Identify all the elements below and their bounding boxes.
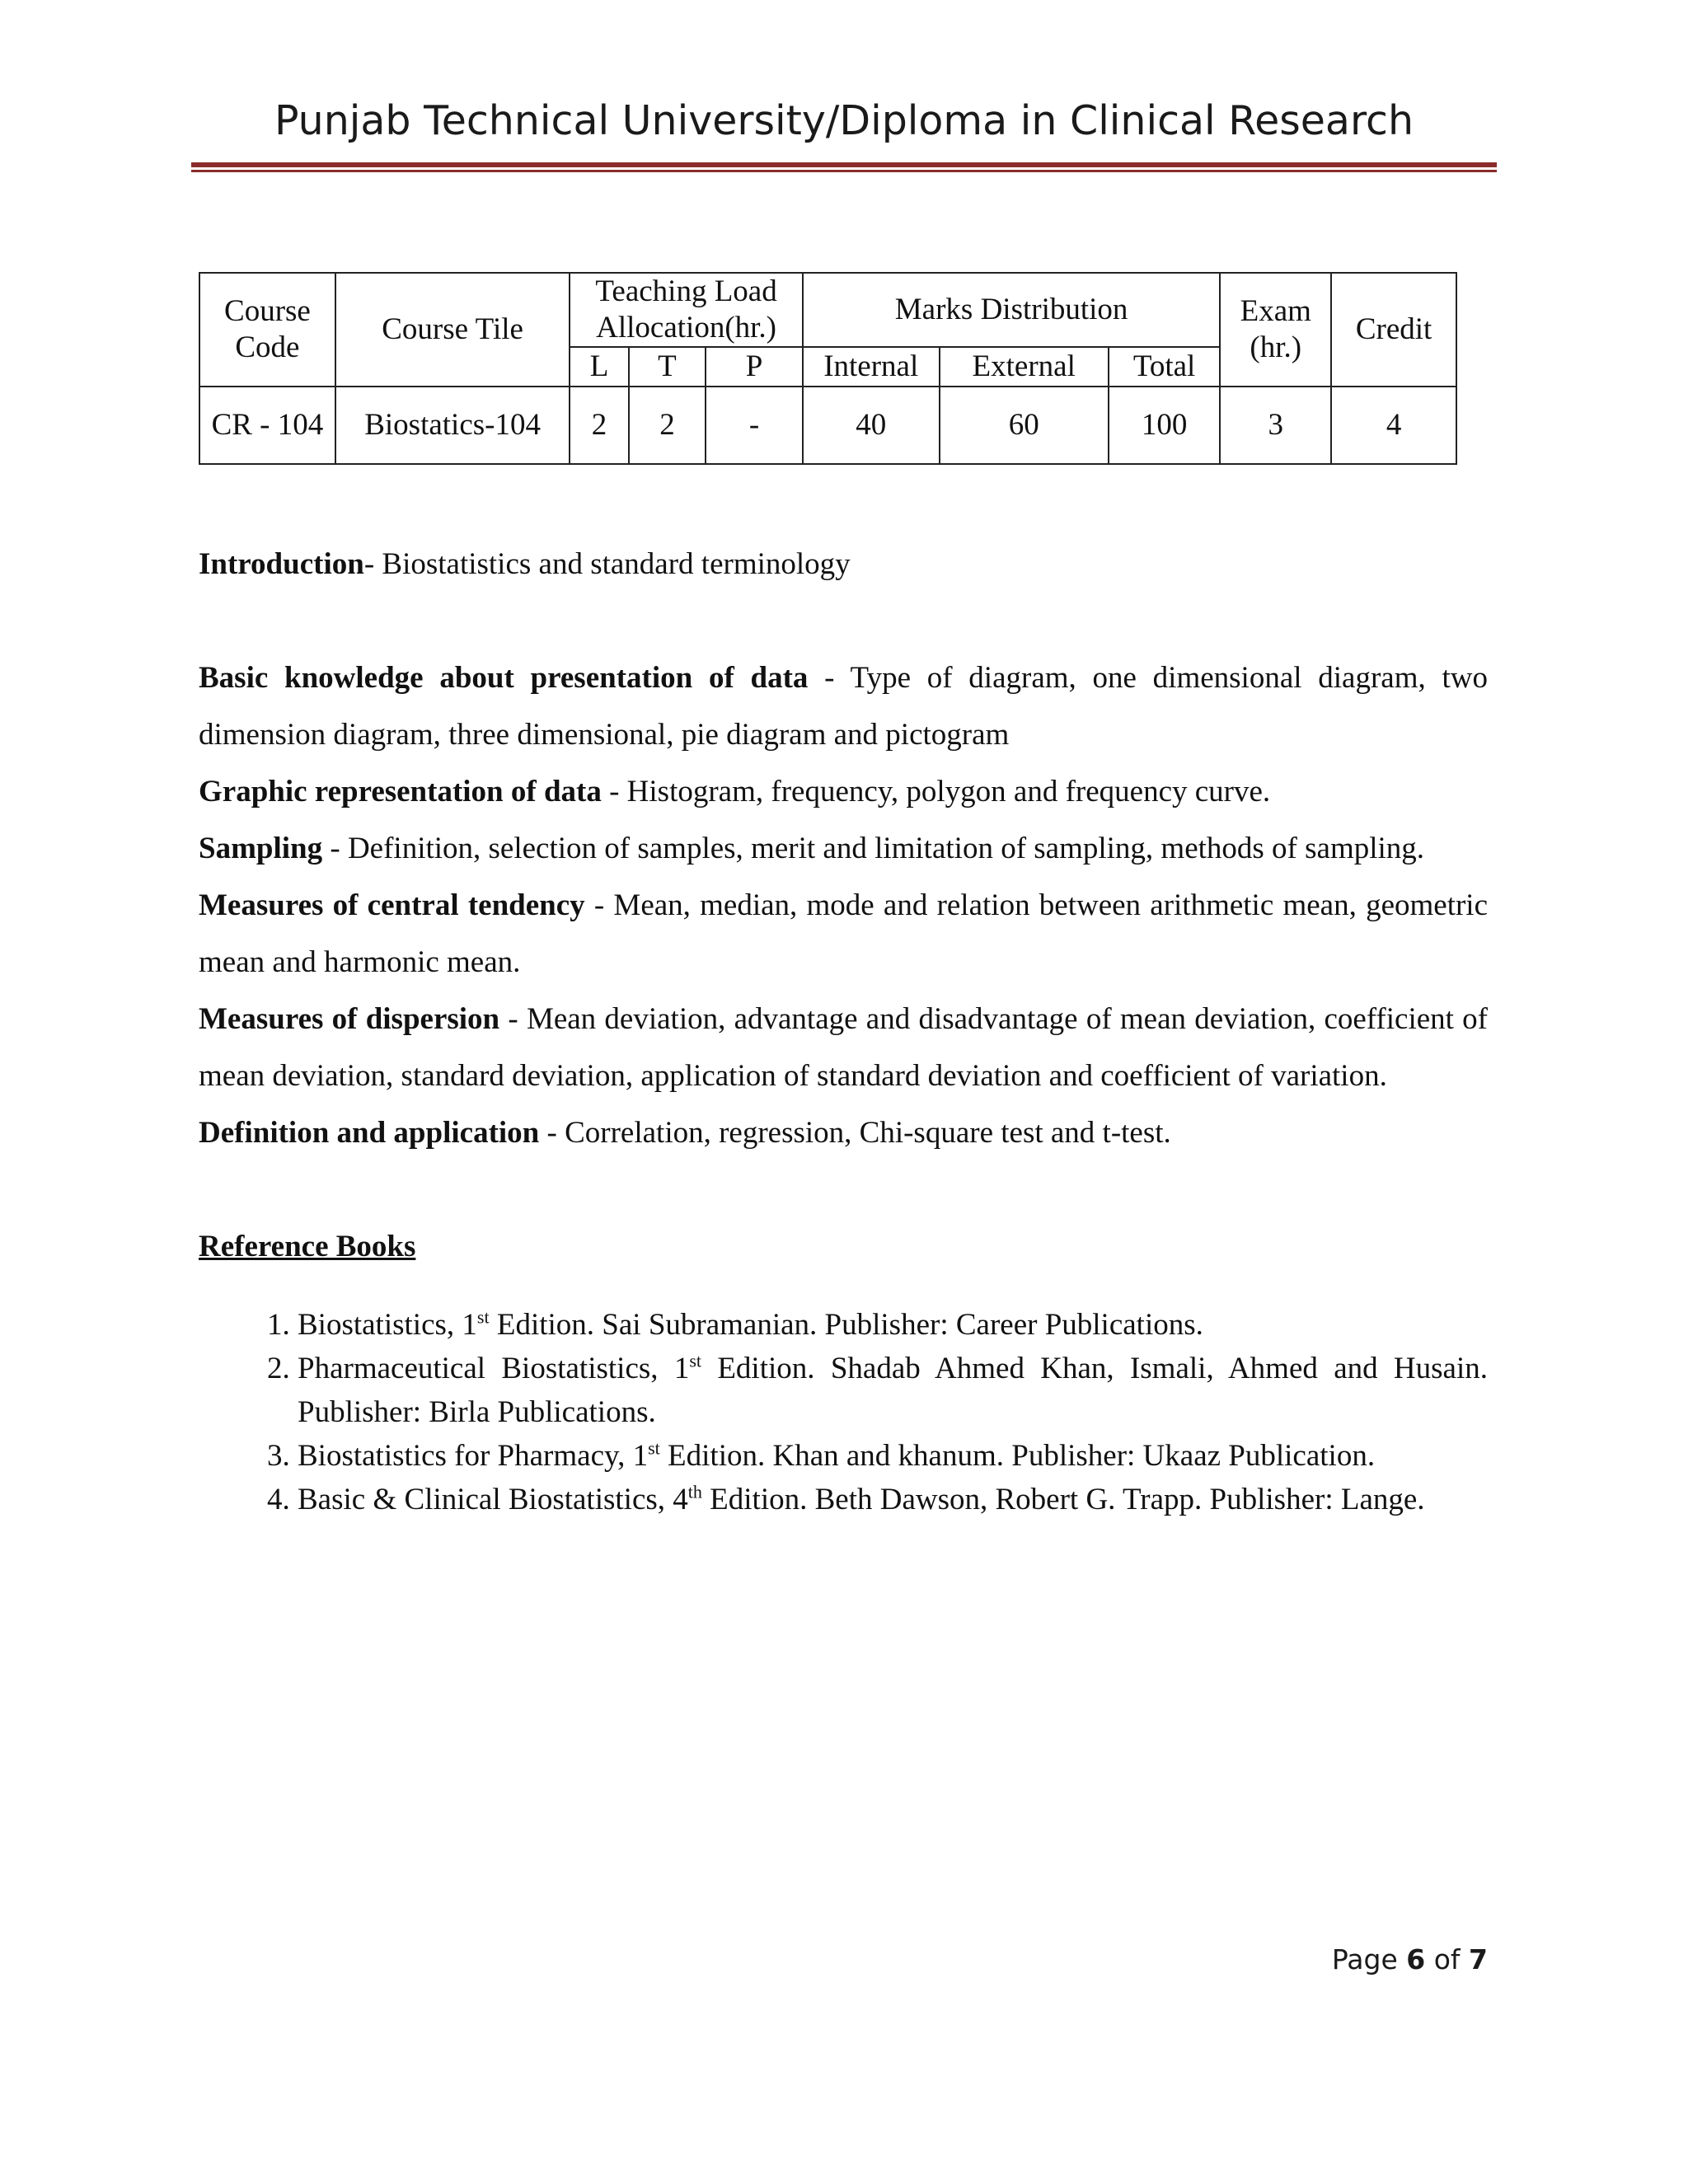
cell-credit: 4 <box>1331 387 1456 464</box>
header-course-title: Course Tile <box>335 273 570 387</box>
subheader-internal: Internal <box>803 347 940 387</box>
table-header-row <box>199 273 1456 347</box>
syllabus-body <box>199 536 1488 1521</box>
list-item: 2. Pharmaceutical Biostatistics, 1st Edition. Shadab Ahmed Khan, Ismali, Ahmed and Husain. Publisher: Birla Publications. <box>298 1347 1488 1434</box>
section-presentation-of-data <box>199 649 1488 763</box>
list-item: 4. Basic & Clinical Biostatistics, 4th Edition. Beth Dawson, Robert G. Trapp. Publisher: Lange. <box>298 1478 1488 1521</box>
section-graphic-representation <box>199 763 1488 820</box>
spacer <box>199 1161 1488 1218</box>
subheader-total: Total <box>1109 347 1221 387</box>
section-title: Introduction <box>199 547 364 581</box>
section-text: - Mean, median, mode and relation between arithmetic mean, geometric mean and harmonic mean. <box>199 888 1488 979</box>
cell-course-code: CR - 104 <box>199 387 335 464</box>
reference-list <box>199 1303 1488 1521</box>
section-title: Measures of dispersion <box>199 1002 500 1036</box>
reference-books-heading: Reference Books <box>199 1230 416 1263</box>
section-title: Sampling <box>199 832 323 865</box>
header-credit: Credit <box>1331 273 1456 387</box>
section-central-tendency <box>199 877 1488 991</box>
subheader-p: P <box>706 347 803 387</box>
header-teaching-load: Teaching Load Allocation(hr.) <box>570 273 802 347</box>
subheader-external: External <box>940 347 1109 387</box>
cell-exam: 3 <box>1220 387 1331 464</box>
cell-external: 60 <box>940 387 1109 464</box>
section-title: Measures of central tendency <box>199 888 585 922</box>
course-table <box>199 272 1457 465</box>
list-item: 1. Biostatistics, 1st Edition. Sai Subramanian. Publisher: Career Publications. <box>298 1303 1488 1347</box>
page-number: Page 6 of 7 <box>1331 1943 1488 1975</box>
list-item: 3. Biostatistics for Pharmacy, 1st Edition. Khan and khanum. Publisher: Ukaaz Publication. <box>298 1434 1488 1478</box>
cell-total: 100 <box>1109 387 1221 464</box>
subheader-t: T <box>629 347 706 387</box>
cell-t: 2 <box>629 387 706 464</box>
section-introduction <box>199 536 1488 593</box>
page-header-title: Punjab Technical University/Diploma in Clinical Research <box>274 97 1414 144</box>
header-rule-thick <box>191 162 1497 167</box>
section-text: - Biostatistics and standard terminology <box>363 547 851 581</box>
section-text: - Type of diagram, one dimensional diagram, two dimension diagram, three dimensional, pie diagram and pictogram <box>199 661 1488 752</box>
section-text: - Correlation, regression, Chi-square test and t-test. <box>539 1116 1171 1150</box>
header-exam: Exam (hr.) <box>1220 273 1331 387</box>
spacer <box>199 593 1488 649</box>
section-dispersion <box>199 991 1488 1104</box>
cell-l: 2 <box>570 387 628 464</box>
section-title: Definition and application <box>199 1116 540 1150</box>
section-title: Basic knowledge about presentation of data <box>199 661 809 695</box>
section-sampling <box>199 820 1488 877</box>
section-title: Graphic representation of data <box>199 775 602 808</box>
cell-course-title: Biostatics-104 <box>335 387 570 464</box>
subheader-l: L <box>570 347 628 387</box>
section-text: - Definition, selection of samples, merit and limitation of sampling, methods of sampling. <box>322 832 1425 865</box>
cell-internal: 40 <box>803 387 940 464</box>
section-text: - Mean deviation, advantage and disadvantage of mean deviation, coefficient of mean deviation, standard deviation, application of standard deviation and coefficient of variation. <box>199 1002 1489 1093</box>
section-text: - Histogram, frequency, polygon and frequency curve. <box>601 775 1271 808</box>
header-marks-distribution: Marks Distribution <box>803 273 1221 347</box>
header-rule-thin <box>191 170 1497 172</box>
cell-p: - <box>706 387 803 464</box>
header-course-code: Course Code <box>199 273 335 387</box>
table-row <box>199 387 1456 464</box>
section-definition-application <box>199 1104 1488 1161</box>
